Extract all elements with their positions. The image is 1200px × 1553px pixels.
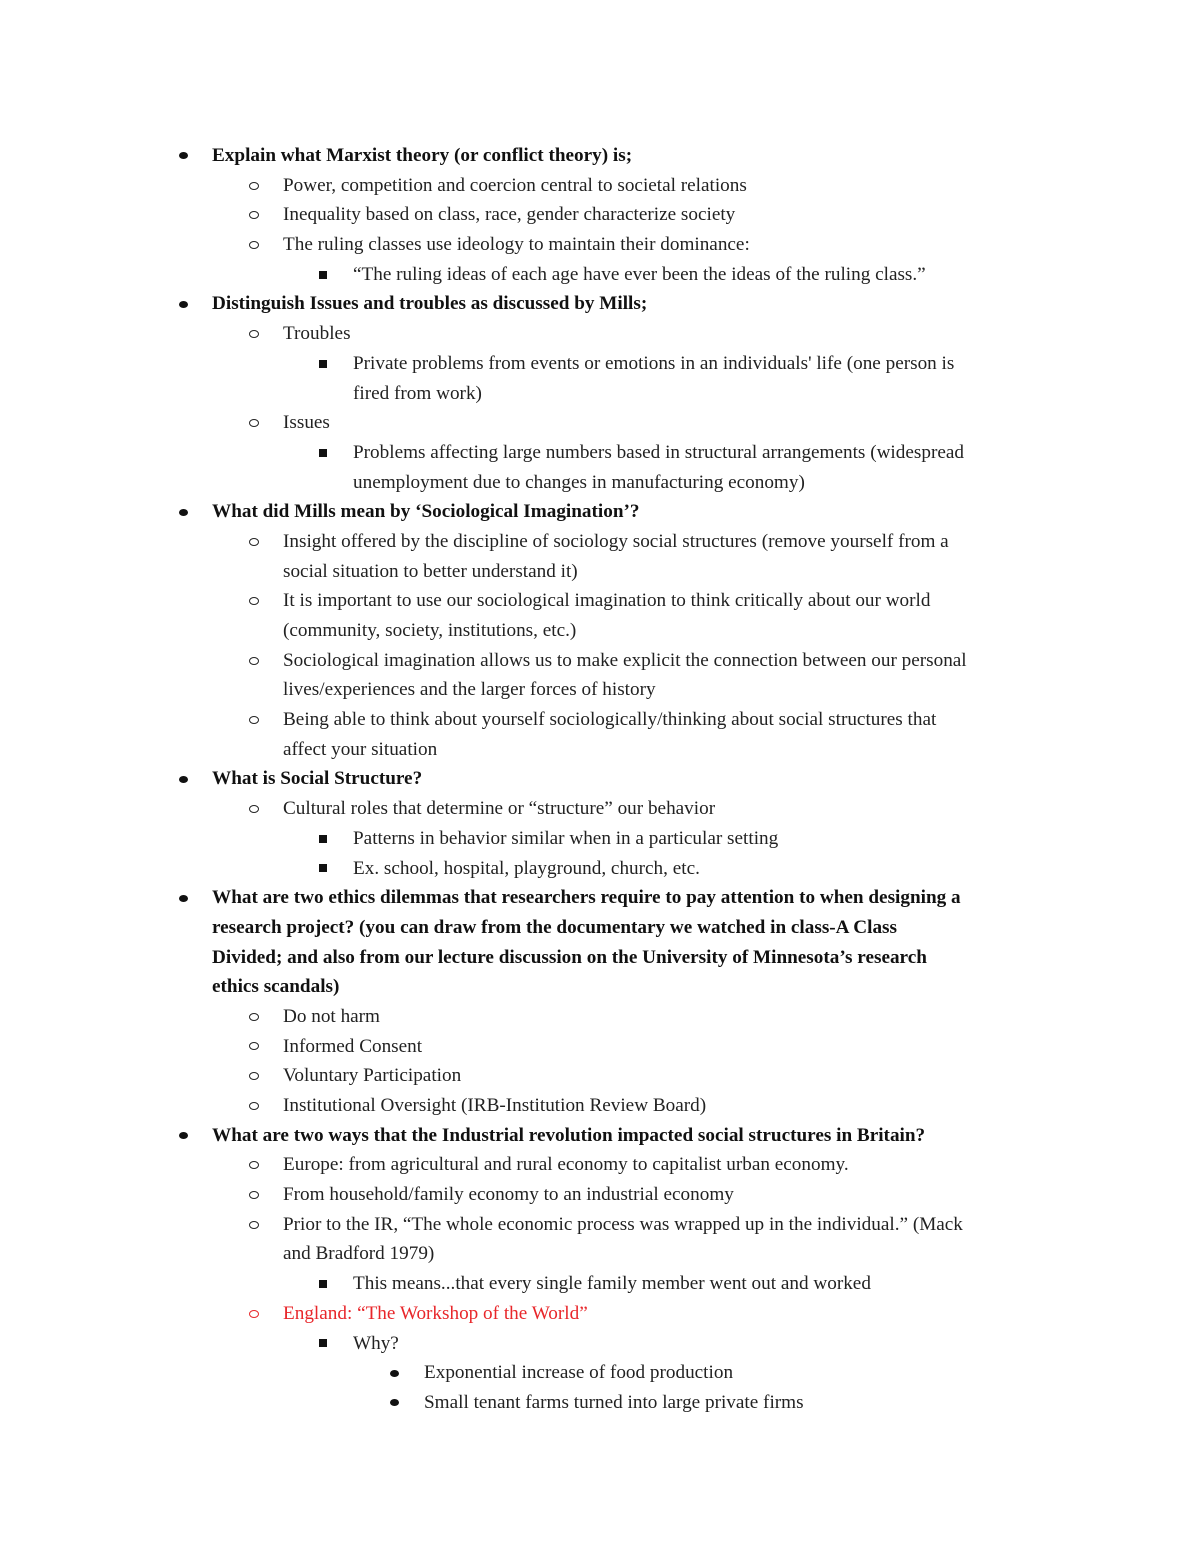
square-bullet-icon (316, 349, 330, 379)
outline-item-level-3 (0, 260, 1200, 290)
filled-circle-bullet-icon (176, 497, 190, 527)
outline-item-text: Voluntary Participation (283, 1065, 462, 1087)
outline-item-level-2 (0, 1032, 1200, 1062)
hollow-circle-bullet-icon (246, 408, 262, 438)
outline-item-level-2 (0, 408, 1200, 438)
outline-item-text: England: “The Workshop of the World” (283, 1302, 588, 1324)
outline-item-level-2 (0, 586, 1200, 616)
outline-item-continuation (0, 943, 1200, 973)
hollow-circle-bullet-icon (246, 1032, 262, 1062)
outline-item-level-2 (0, 230, 1200, 260)
hollow-circle-bullet-icon (246, 1091, 262, 1121)
outline-item-level-1 (0, 497, 1200, 527)
outline-item-level-2 (0, 200, 1200, 230)
outline-item-text: Small tenant farms turned into large private firms (424, 1391, 804, 1413)
outline-item-text: “The ruling ideas of each age have ever been the ideas of the ruling class.” (353, 263, 926, 285)
outline-item-text: What is Social Structure? (212, 768, 423, 790)
square-bullet-icon (316, 824, 330, 854)
hollow-circle-bullet-icon (246, 527, 262, 557)
outline-item-continuation (0, 557, 1200, 587)
outline-item-text: research project? (you can draw from the documentary we watched in class-A Class (212, 916, 897, 938)
outline-item-continuation (0, 972, 1200, 1002)
hollow-circle-bullet-icon (246, 586, 262, 616)
outline-item-text: Ex. school, hospital, playground, church, etc. (353, 857, 700, 879)
outline-item-level-2 (0, 527, 1200, 557)
outline-item-text: Exponential increase of food production (424, 1362, 734, 1384)
outline-item-level-2 (0, 171, 1200, 201)
outline-item-text: This means...that every single family member went out and worked (353, 1273, 871, 1295)
square-bullet-icon (316, 854, 330, 884)
outline-item-text: social situation to better understand it) (283, 560, 578, 582)
outline-item-text: From household/family economy to an industrial economy (283, 1184, 734, 1206)
hollow-circle-bullet-icon (246, 1150, 262, 1180)
square-bullet-icon (316, 1329, 330, 1359)
square-bullet-icon (316, 260, 330, 290)
outline-item-level-2 (0, 1299, 1200, 1329)
outline-item-level-2 (0, 1150, 1200, 1180)
filled-circle-bullet-icon (387, 1358, 401, 1388)
outline-item-text: Divided; and also from our lecture discussion on the University of Minnesota’s research (212, 946, 927, 968)
filled-circle-bullet-icon (176, 289, 190, 319)
outline-item-text: Informed Consent (283, 1035, 423, 1057)
outline-item-text: What did Mills mean by ‘Sociological Imagination’? (212, 501, 640, 523)
outline-item-level-2 (0, 1061, 1200, 1091)
outline-item-text: Prior to the IR, “The whole economic process was wrapped up in the individual.” (Mack (283, 1213, 963, 1235)
outline-item-level-2 (0, 319, 1200, 349)
outline-item-level-2 (0, 1002, 1200, 1032)
outline-item-text: Distinguish Issues and troubles as discussed by Mills; (212, 293, 648, 315)
outline-item-text: Sociological imagination allows us to make explicit the connection between our personal (283, 649, 967, 671)
outline-item-continuation (0, 616, 1200, 646)
outline-item-level-3 (0, 854, 1200, 884)
outline-item-continuation (0, 468, 1200, 498)
square-bullet-icon (316, 438, 330, 468)
outline-item-level-1 (0, 289, 1200, 319)
outline-item-level-2 (0, 794, 1200, 824)
outline-item-text: Patterns in behavior similar when in a particular setting (353, 827, 779, 849)
filled-circle-bullet-icon (176, 764, 190, 794)
filled-circle-bullet-icon (176, 1121, 190, 1151)
outline-item-text: Do not harm (283, 1005, 380, 1027)
outline-item-level-3 (0, 349, 1200, 379)
outline-item-level-2 (0, 1180, 1200, 1210)
outline-item-level-3 (0, 1269, 1200, 1299)
hollow-circle-bullet-icon (246, 794, 262, 824)
hollow-circle-bullet-icon (246, 646, 262, 676)
hollow-circle-bullet-icon (246, 200, 262, 230)
square-bullet-icon (316, 1269, 330, 1299)
outline-item-level-4 (0, 1388, 1200, 1418)
outline-item-continuation (0, 913, 1200, 943)
outline-item-level-2 (0, 1091, 1200, 1121)
outline-item-level-2 (0, 705, 1200, 735)
hollow-circle-bullet-icon (246, 1210, 262, 1240)
filled-circle-bullet-icon (387, 1388, 401, 1418)
outline-item-text: lives/experiences and the larger forces of history (283, 679, 656, 701)
filled-circle-bullet-icon (176, 141, 190, 171)
outline-item-text: Problems affecting large numbers based in structural arrangements (widespread (353, 441, 964, 463)
hollow-circle-bullet-icon (246, 1061, 262, 1091)
hollow-circle-bullet-icon (246, 705, 262, 735)
outline-item-text: and Bradford 1979) (283, 1243, 435, 1265)
outline-item-level-2 (0, 646, 1200, 676)
outline-item-text: ethics scandals) (212, 976, 340, 998)
outline-item-text: Issues (283, 412, 330, 434)
outline-item-text: affect your situation (283, 738, 438, 760)
outline-item-text: Institutional Oversight (IRB-Institution Review Board) (283, 1095, 707, 1116)
outline-item-text: The ruling classes use ideology to maintain their dominance: (283, 234, 750, 256)
outline-item-level-4 (0, 1358, 1200, 1388)
hollow-circle-bullet-icon (246, 319, 262, 349)
outline-item-continuation (0, 1239, 1200, 1269)
outline-item-level-1 (0, 764, 1200, 794)
hollow-circle-bullet-icon (246, 230, 262, 260)
hollow-circle-bullet-icon (246, 1299, 262, 1329)
outline-item-text: Cultural roles that determine or “structure” our behavior (283, 798, 716, 820)
outline-item-text: unemployment due to changes in manufacturing economy) (353, 471, 805, 493)
outline-item-level-1 (0, 1121, 1200, 1151)
outline-item-text: fired from work) (353, 382, 482, 404)
outline-item-text: Private problems from events or emotions in an individuals' life (one person is (353, 352, 955, 374)
hollow-circle-bullet-icon (246, 1002, 262, 1032)
outline-item-text: Inequality based on class, race, gender characterize society (283, 204, 736, 226)
outline-item-level-3 (0, 438, 1200, 468)
outline-item-continuation (0, 675, 1200, 705)
outline-item-level-2 (0, 1210, 1200, 1240)
outline-item-text: What are two ethics dilemmas that researchers require to pay attention to when designing a (212, 887, 961, 909)
outline-item-text: Being able to think about yourself sociologically/thinking about social structures that (283, 709, 937, 731)
hollow-circle-bullet-icon (246, 171, 262, 201)
outline-item-text: It is important to use our sociological imagination to think critically about our world (283, 590, 931, 612)
outline-item-text: What are two ways that the Industrial revolution impacted social structures in Britain? (212, 1124, 926, 1146)
outline-item-text: (community, society, institutions, etc.) (283, 620, 577, 641)
hollow-circle-bullet-icon (246, 1180, 262, 1210)
outline-item-text: Why? (353, 1332, 399, 1354)
outline-item-text: Insight offered by the discipline of sociology social structures (remove yourself from a (283, 530, 949, 552)
outline-item-level-3 (0, 824, 1200, 854)
document-page (0, 141, 1200, 1418)
outline-item-text: Explain what Marxist theory (or conflict theory) is; (212, 145, 633, 166)
outline-item-level-1 (0, 883, 1200, 913)
outline-item-continuation (0, 379, 1200, 409)
outline-item-text: Troubles (283, 323, 351, 345)
filled-circle-bullet-icon (176, 883, 190, 913)
outline-item-continuation (0, 735, 1200, 765)
outline-item-text: Europe: from agricultural and rural economy to capitalist urban economy. (283, 1154, 849, 1176)
outline-item-level-1 (0, 141, 1200, 171)
outline-item-level-3 (0, 1329, 1200, 1359)
outline-item-text: Power, competition and coercion central to societal relations (283, 174, 747, 196)
